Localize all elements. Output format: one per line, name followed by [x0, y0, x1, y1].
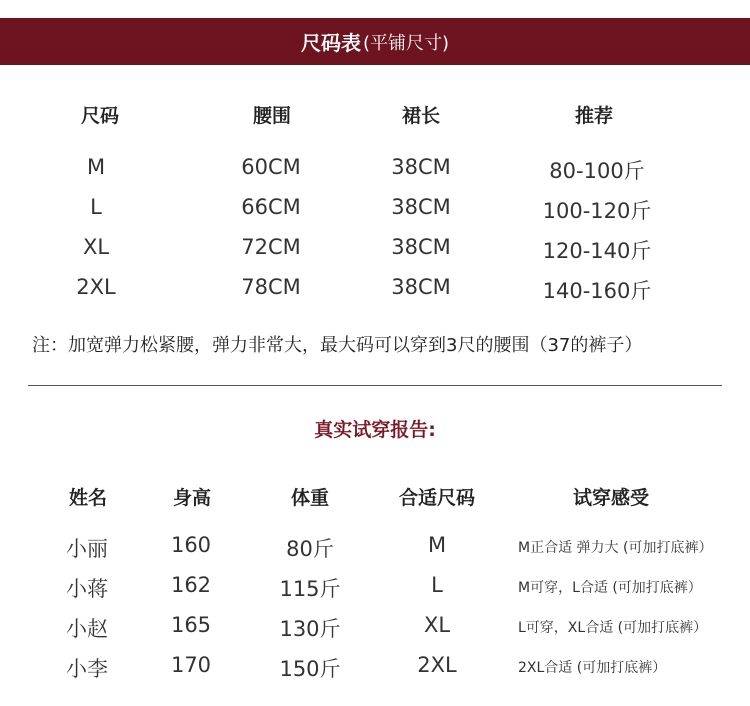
- length-header: 裙长: [401, 105, 441, 127]
- length-cell: 38CM: [391, 155, 451, 179]
- name-cell: 小蒋: [66, 577, 108, 601]
- height-cell: 170: [170, 653, 212, 677]
- size-cell: L: [90, 195, 102, 219]
- recommend-cell: 100-120斤: [542, 199, 652, 223]
- size-cell: M: [86, 155, 106, 179]
- title-banner: [0, 18, 750, 65]
- size-header: 尺码: [80, 105, 120, 127]
- size-chart-title: 尺码表: [300, 31, 361, 55]
- feedback-cell: L可穿，XL合适 (可加打底裤）: [518, 620, 708, 636]
- weight-cell: 80斤: [286, 537, 334, 561]
- height-cell: 165: [170, 613, 212, 637]
- name-cell: 小丽: [66, 537, 108, 561]
- recommend-cell: 140-160斤: [542, 279, 652, 303]
- recommend-header: 推荐: [574, 105, 614, 127]
- size-chart-subtitle: (平铺尺寸): [362, 32, 450, 54]
- waist-header: 腰围: [252, 105, 292, 127]
- height-header: 身高: [172, 487, 212, 509]
- waist-cell: 60CM: [241, 155, 301, 179]
- fit-size-header: 合适尺码: [398, 487, 476, 509]
- height-cell: 162: [170, 573, 212, 597]
- weight-cell: 150斤: [279, 657, 341, 681]
- feedback-cell: M正合适 弹力大 (可加打底裤）: [518, 540, 713, 556]
- size-cell: XL: [82, 235, 110, 259]
- recommend-cell: 80-100斤: [549, 159, 645, 183]
- fit-size-cell: 2XL: [417, 653, 457, 677]
- length-cell: 38CM: [391, 195, 451, 219]
- waist-cell: 72CM: [241, 235, 301, 259]
- height-cell: 160: [170, 533, 212, 557]
- fit-size-cell: XL: [423, 613, 451, 637]
- name-header: 姓名: [68, 487, 108, 509]
- weight-cell: 130斤: [279, 617, 341, 641]
- feedback-cell: 2XL合适 (可加打底裤）: [518, 660, 667, 676]
- fit-size-cell: L: [431, 573, 443, 597]
- feedback-cell: M可穿，L合适 (可加打底裤）: [518, 580, 702, 596]
- waist-cell: 66CM: [241, 195, 301, 219]
- weight-cell: 115斤: [279, 577, 341, 601]
- report-title: 真实试穿报告:: [314, 419, 436, 441]
- size-cell: 2XL: [76, 275, 116, 299]
- name-cell: 小赵: [66, 617, 108, 641]
- size-note: 注：加宽弹力松紧腰，弹力非常大，最大码可以穿到3尺的腰围（37的裤子）: [32, 335, 643, 356]
- divider: [28, 385, 722, 386]
- length-cell: 38CM: [391, 275, 451, 299]
- name-cell: 小李: [66, 657, 108, 681]
- recommend-cell: 120-140斤: [542, 239, 652, 263]
- waist-cell: 78CM: [241, 275, 301, 299]
- weight-header: 体重: [290, 487, 330, 509]
- length-cell: 38CM: [391, 235, 451, 259]
- fit-size-cell: M: [427, 533, 447, 557]
- banner-title: [0, 18, 750, 65]
- feedback-header: 试穿感受: [572, 487, 650, 509]
